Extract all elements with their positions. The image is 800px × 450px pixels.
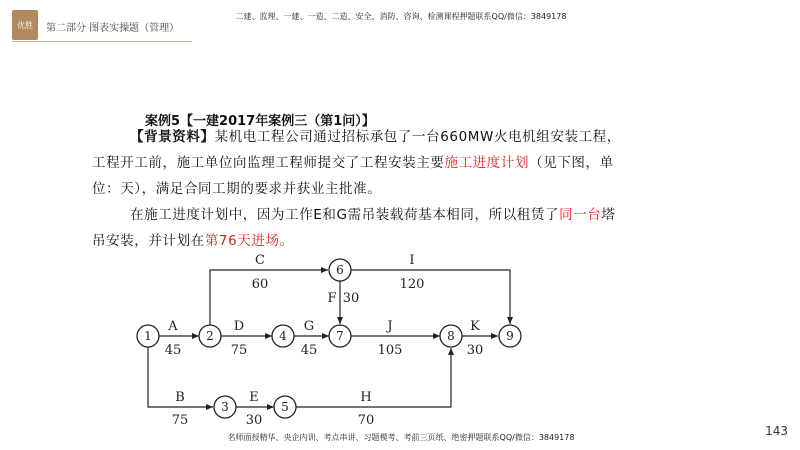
arrow-C: [210, 270, 328, 325]
node-9-label: 9: [506, 329, 514, 343]
case-title: 案例5【一建2017年案例三（第1问）】: [145, 114, 375, 129]
page-number: 143: [765, 424, 788, 438]
activity-J-name: J: [387, 319, 393, 334]
activity-K-name: K: [470, 319, 480, 334]
activity-B-name: B: [175, 390, 185, 405]
activity-J-duration: 105: [377, 343, 403, 358]
node-7-label: 7: [336, 329, 344, 343]
activity-I-duration: 120: [399, 277, 425, 292]
node-1-label: 1: [144, 329, 152, 343]
network-diagram: [128, 250, 548, 430]
activity-B-duration: 75: [171, 413, 189, 428]
node-2-label: 2: [206, 329, 214, 343]
node-8-label: 8: [447, 329, 455, 343]
node-6-label: 6: [336, 263, 344, 277]
activity-F-duration: 30: [342, 291, 360, 306]
p2-l1b: 塔: [601, 207, 616, 223]
paragraph-1-line-1: [130, 124, 621, 150]
activity-H-name: H: [360, 390, 372, 405]
node-3-label: 3: [221, 400, 229, 414]
highlight-same-crane: 同一台: [559, 207, 602, 223]
footer-contact: 名师面授精华、央企内训、考点串讲、习题模考、考前三页纸、绝密押题联系QQ/微信：3849178: [227, 433, 575, 442]
activity-K-duration: 30: [466, 343, 484, 358]
paragraph-1-line-2: [92, 150, 614, 176]
activity-D-duration: 75: [230, 343, 248, 358]
activity-I-name: I: [409, 253, 415, 268]
activity-E-name: E: [249, 390, 259, 405]
p1-l2a: 工程开工前，施工单位向监理工程师提交了工程安装主要: [92, 155, 445, 171]
activity-D-name: D: [233, 319, 245, 334]
activity-H-duration: 70: [357, 413, 375, 428]
node-4-label: 4: [279, 329, 287, 343]
highlight-schedule: 施工进度计划: [444, 155, 530, 171]
node-5-label: 5: [281, 400, 289, 414]
arrow-H: [296, 348, 451, 407]
activity-G-duration: 45: [300, 343, 318, 358]
activity-F-name: F: [327, 291, 337, 306]
activity-E-duration: 30: [245, 413, 263, 428]
activity-C-name: C: [255, 253, 265, 268]
p2-l2a: 吊安装，并计划在: [92, 233, 205, 249]
background-label: 【背景资料】: [130, 129, 215, 145]
highlight-day-76: 第76天进场。: [204, 233, 294, 249]
p1-l1-text: 某机电工程公司通过招标承包了一台660MW火电机组安装工程，: [214, 129, 621, 145]
paragraph-2-line-1: [130, 202, 616, 228]
activity-C-duration: 60: [251, 277, 269, 292]
paragraph-1-line-3: 位：天），满足合同工期的要求并获业主批准。: [92, 181, 382, 197]
p2-l1a: 在施工进度计划中，因为工作E和G需吊装载荷基本相同，所以租赁了: [130, 207, 560, 223]
section-title: 第二部分 图表实操题（管理）: [46, 23, 180, 34]
activity-G-name: G: [303, 319, 315, 334]
arrow-I: [351, 270, 510, 324]
logo: 优胜: [12, 10, 38, 40]
activity-A-duration: 45: [164, 343, 182, 358]
p1-l2b: （见下图，单: [529, 155, 614, 171]
header-divider: [12, 41, 192, 42]
activity-A-name: A: [168, 319, 178, 334]
header-contact: 二建、监理、一建、一造、二造、安全、消防、咨询、检测课程押题联系QQ/微信：3849178: [235, 12, 567, 21]
